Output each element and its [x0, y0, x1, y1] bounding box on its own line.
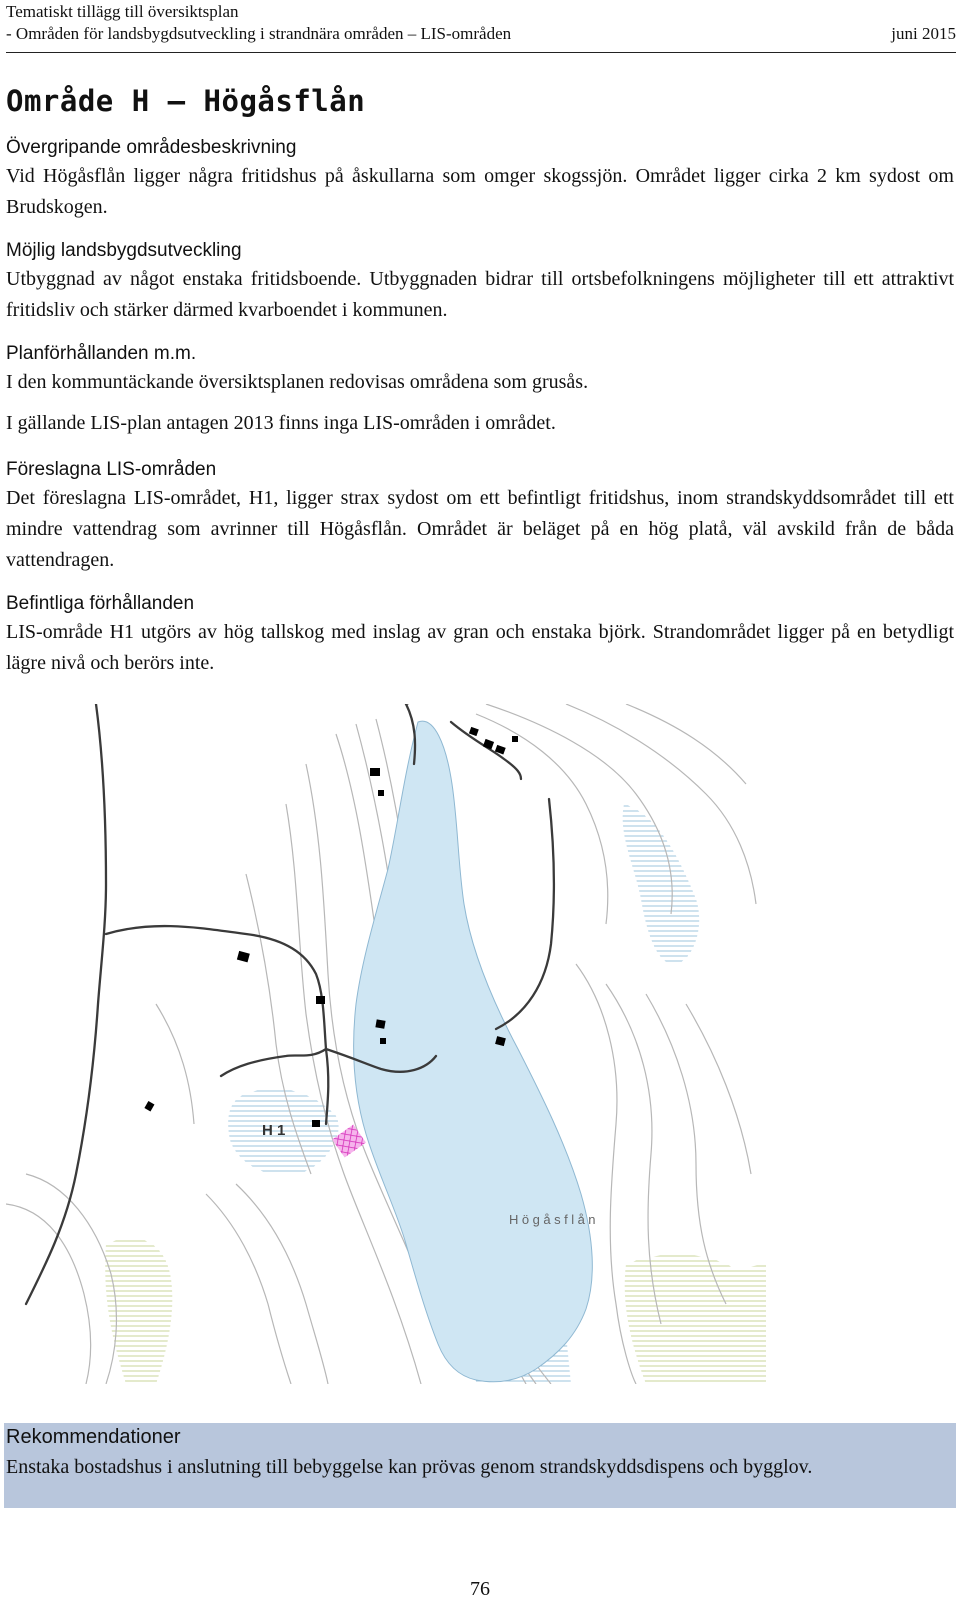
- development-text: Utbyggnad av något enstaka fritidsboende. Utbyggnaden bidrar till ortsbefolkningens möjligheter till ett attraktivt fritidsliv och stärker därmed kvarboendet i kommunen.: [6, 268, 954, 321]
- header-document-subtitle: - Områden för landsbygdsutveckling i strandnära områden – LIS-områden: [6, 24, 512, 43]
- existing-heading: Befintliga förhållanden: [6, 593, 195, 614]
- proposed-heading: Föreslagna LIS-områden: [6, 459, 217, 480]
- overview-heading: Övergripande områdesbeskrivning: [6, 137, 297, 158]
- header-document-title: Tematiskt tillägg till översiktsplan: [6, 2, 239, 21]
- recommendation-box: [4, 1423, 956, 1508]
- plans-heading: Planförhållanden m.m.: [6, 343, 197, 364]
- building: [370, 768, 380, 776]
- proposed-text: Det föreslagna LIS-området, H1, ligger strax sydost om ett befintligt fritidshus, inom strandskyddsområdet till ett mindre vattendrag som avrinner till Högåsflån. Området är beläget på en hög platå, väl avskild från de båda vattendragen.: [6, 487, 954, 571]
- plans-text-1: I den kommuntäckande översiktsplanen redovisas områdena som grusås.: [6, 371, 589, 393]
- plans-text-2: I gällande LIS-plan antagen 2013 finns inga LIS-områden i området.: [6, 412, 556, 434]
- building: [378, 790, 384, 796]
- area-map: [6, 704, 769, 1384]
- building: [380, 1038, 386, 1044]
- recommendation-text: Enstaka bostadshus i anslutning till bebyggelse kan prövas genom strandskyddsdispens och bygglov.: [6, 1456, 813, 1478]
- page-header: [6, 0, 956, 53]
- recommendation-heading: Rekommendationer: [6, 1426, 181, 1448]
- development-heading: Möjlig landsbygdsutveckling: [6, 240, 242, 261]
- wetland-area-southeast: [625, 1254, 766, 1384]
- building: [312, 1120, 320, 1127]
- page-number: 76: [470, 1578, 490, 1600]
- building: [375, 1019, 385, 1028]
- existing-text: LIS-område H1 utgörs av hög tallskog med inslag av gran och enstaka björk. Strandområdet ligger på en betydligt lägre nivå och berörs inte.: [6, 621, 954, 674]
- building: [316, 996, 325, 1004]
- building: [512, 736, 518, 742]
- page-title: Område H – Högåsflån: [6, 84, 366, 118]
- map-label-h1: H 1: [262, 1122, 286, 1139]
- overview-text: Vid Högåsflån ligger några fritidshus på åskullarna som omger skogssjön. Området ligger cirka 2 km sydost om Brudskogen.: [6, 165, 954, 218]
- map-label-lake: Högåsflån: [509, 1212, 600, 1227]
- header-date: juni 2015: [891, 24, 956, 43]
